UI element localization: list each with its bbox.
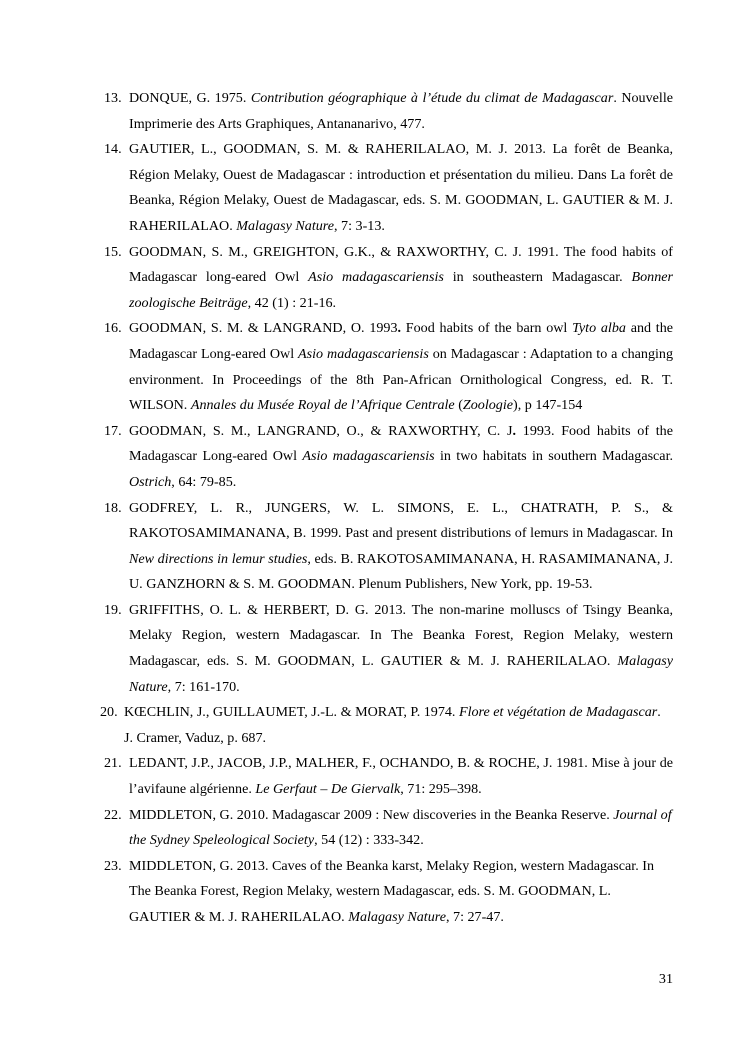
reference-text-segment: Food habits of the barn owl <box>401 320 573 337</box>
reference-italic-text: Malagasy Nature <box>236 217 334 234</box>
reference-text-segment: on Madagascar : Adaptation to a changing environment. In Proceedings of the 8th Pan-African Ornithological Congress, ed. R. T. WILSON. <box>129 345 674 414</box>
reference-item <box>104 86 673 137</box>
reference-number: 22. <box>104 806 122 823</box>
reference-text-segment: in two habitats in southern Madagascar. <box>434 448 674 465</box>
reference-number: 23. <box>104 857 122 874</box>
reference-text-segment: , 42 (1) : 21-16. <box>247 294 337 311</box>
reference-italic-text: Flore et végétation de Madagascar <box>458 704 658 721</box>
reference-item <box>104 240 673 317</box>
reference-number: 21. <box>104 755 122 772</box>
reference-italic-text: Asio madagascariensis <box>298 345 429 362</box>
reference-italic-text: Asio madagascariensis <box>308 269 444 286</box>
reference-text-segment: , eds. B. RAKOTOSAMIMANANA, H. RASAMIMANANA, J. U. GANZHORN & S. M. GOODMAN. Plenum Publishers, New York, pp. 19-53. <box>129 550 673 593</box>
reference-text <box>124 704 661 746</box>
reference-number: 15. <box>104 243 122 260</box>
reference-text-segment: GOODMAN, S. M., GREIGHTON, G.K., & RAXWORTHY, C. J. 1991. The food habits of Madagascar long-eared Owl <box>129 243 673 286</box>
reference-number: 20. <box>100 704 118 721</box>
reference-italic-text: Annales du Musée Royal de l’Afrique Centrale <box>190 397 455 414</box>
reference-text-segment: . Nouvelle Imprimerie des Arts Graphiques, Antananarivo, 477. <box>129 90 673 132</box>
reference-italic-text: Malagasy Nature <box>348 909 446 925</box>
reference-text-segment: MIDDLETON, G. 2013. Caves of the Beanka karst, Melaky Region, western Madagascar. In The Beanka Forest, Region Melaky, western Madagascar, eds. S. M. GOODMAN, L. GAUTIER & M. J. RAHERILALAO. <box>129 857 654 925</box>
reference-text-segment: , 64: 79-85. <box>171 473 237 490</box>
reference-italic-text: Bonner zoologische Beiträge <box>129 269 673 311</box>
reference-text-segment: GRIFFITHS, O. L. & HERBERT, D. G. 2013. The non-marine molluscs of Tsingy Beanka, Melaky Region, western Madagascar. In The Beanka Forest, Region Melaky, western Madagascar, eds. S. M. GOODMAN, L. GAUTIER & M. J. RAHERILALAO. <box>129 601 673 670</box>
reference-number: 13. <box>104 90 122 106</box>
reference-italic-text: Journal of the Sydney Speleological Society <box>129 806 672 849</box>
reference-item <box>104 803 673 854</box>
reference-text <box>129 90 673 132</box>
reference-text-segment: ), p 147-154 <box>513 397 583 414</box>
reference-text-segment: in southeastern Madagascar. <box>443 269 632 286</box>
reference-item <box>104 419 673 496</box>
reference-text-segment: . <box>512 422 517 439</box>
reference-text-segment: , 7: 27-47. <box>445 909 504 925</box>
reference-text <box>129 141 673 234</box>
reference-item <box>104 496 673 598</box>
reference-italic-text: Zoologie <box>462 397 514 414</box>
reference-text-segment: LEDANT, J.P., JACOB, J.P., MALHER, F., OCHANDO, B. & ROCHE, J. 1981. Mise à jour de l’avifaune algérienne. <box>129 755 673 798</box>
reference-italic-text: Asio madagascariensis <box>302 448 435 465</box>
page-number: 31 <box>658 971 673 987</box>
reference-text-segment: GOODMAN, S. M., LANGRAND, O., & RAXWORTHY, C. J <box>129 422 513 439</box>
reference-text-segment: ( <box>454 397 463 414</box>
reference-text-segment: and the Madagascar Long-eared Owl <box>129 320 674 362</box>
reference-number: 17. <box>104 422 122 439</box>
reference-italic-text: Malagasy Nature <box>129 653 673 695</box>
reference-text <box>129 807 672 849</box>
reference-number: 16. <box>104 320 122 337</box>
reference-number: 14. <box>104 141 122 158</box>
reference-item <box>100 700 673 751</box>
reference-text-segment: , 7: 3-13. <box>334 217 385 234</box>
reference-text-segment: GAUTIER, L., GOODMAN, S. M. & RAHERILALAO, M. J. 2013. La forêt de Beanka, Région Melaky, Ouest de Madagascar : introduction et présentation du milieu. Dans La forêt de Beanka, Région Melaky, Ouest de Madagascar, eds. S. M. GOODMAN, L. GAUTIER & M. J. RAHERILALAO. <box>129 141 673 234</box>
reference-text <box>129 244 673 311</box>
reference-number: 19. <box>104 601 122 618</box>
reference-text-segment: . <box>397 320 402 337</box>
reference-text <box>129 602 673 695</box>
reference-text <box>129 858 654 925</box>
reference-italic-text: Le Gerfaut – De Giervalk <box>255 781 401 798</box>
reference-text <box>129 500 673 593</box>
reference-item <box>104 598 673 700</box>
reference-text <box>129 755 673 797</box>
reference-text-segment: . J. Cramer, Vaduz, p. 687. <box>124 704 661 746</box>
reference-text-segment: GODFREY, L. R., JUNGERS, W. L. SIMONS, E. L., CHATRATH, P. S., & RAKOTOSAMIMANANA, B. 1999. Past and present distributions of lemurs in Madagascar. In <box>129 499 673 542</box>
reference-text-segment: MIDDLETON, G. 2010. Madagascar 2009 : New discoveries in the Beanka Reserve. <box>129 806 614 823</box>
reference-item <box>104 316 673 418</box>
reference-italic-text: Ostrich <box>129 473 172 490</box>
reference-italic-text: Tyto alba <box>572 320 626 337</box>
reference-item <box>104 137 673 239</box>
reference-text-segment: , 7: 161-170. <box>167 678 240 695</box>
reference-italic-text: Contribution géographique à l’étude du climat de Madagascar <box>250 90 614 106</box>
reference-text-segment: , 71: 295–398. <box>400 781 482 798</box>
reference-number: 18. <box>104 499 122 516</box>
reference-item <box>104 751 673 802</box>
reference-text-segment: 1993. Food habits of the Madagascar Long-eared Owl <box>129 422 673 465</box>
reference-text <box>129 320 673 413</box>
reference-item <box>104 854 673 931</box>
reference-text-segment: GOODMAN, S. M. & LANGRAND, O. 1993 <box>129 320 398 337</box>
reference-list <box>100 86 674 931</box>
reference-text-segment: DONQUE, G. 1975. <box>129 90 251 106</box>
reference-italic-text: New directions in lemur studies <box>129 550 308 567</box>
reference-text-segment: , 54 (12) : 333-342. <box>314 832 424 849</box>
reference-text <box>129 423 673 490</box>
reference-text-segment: KŒCHLIN, J., GUILLAUMET, J.-L. & MORAT, P. 1974. <box>124 704 459 721</box>
